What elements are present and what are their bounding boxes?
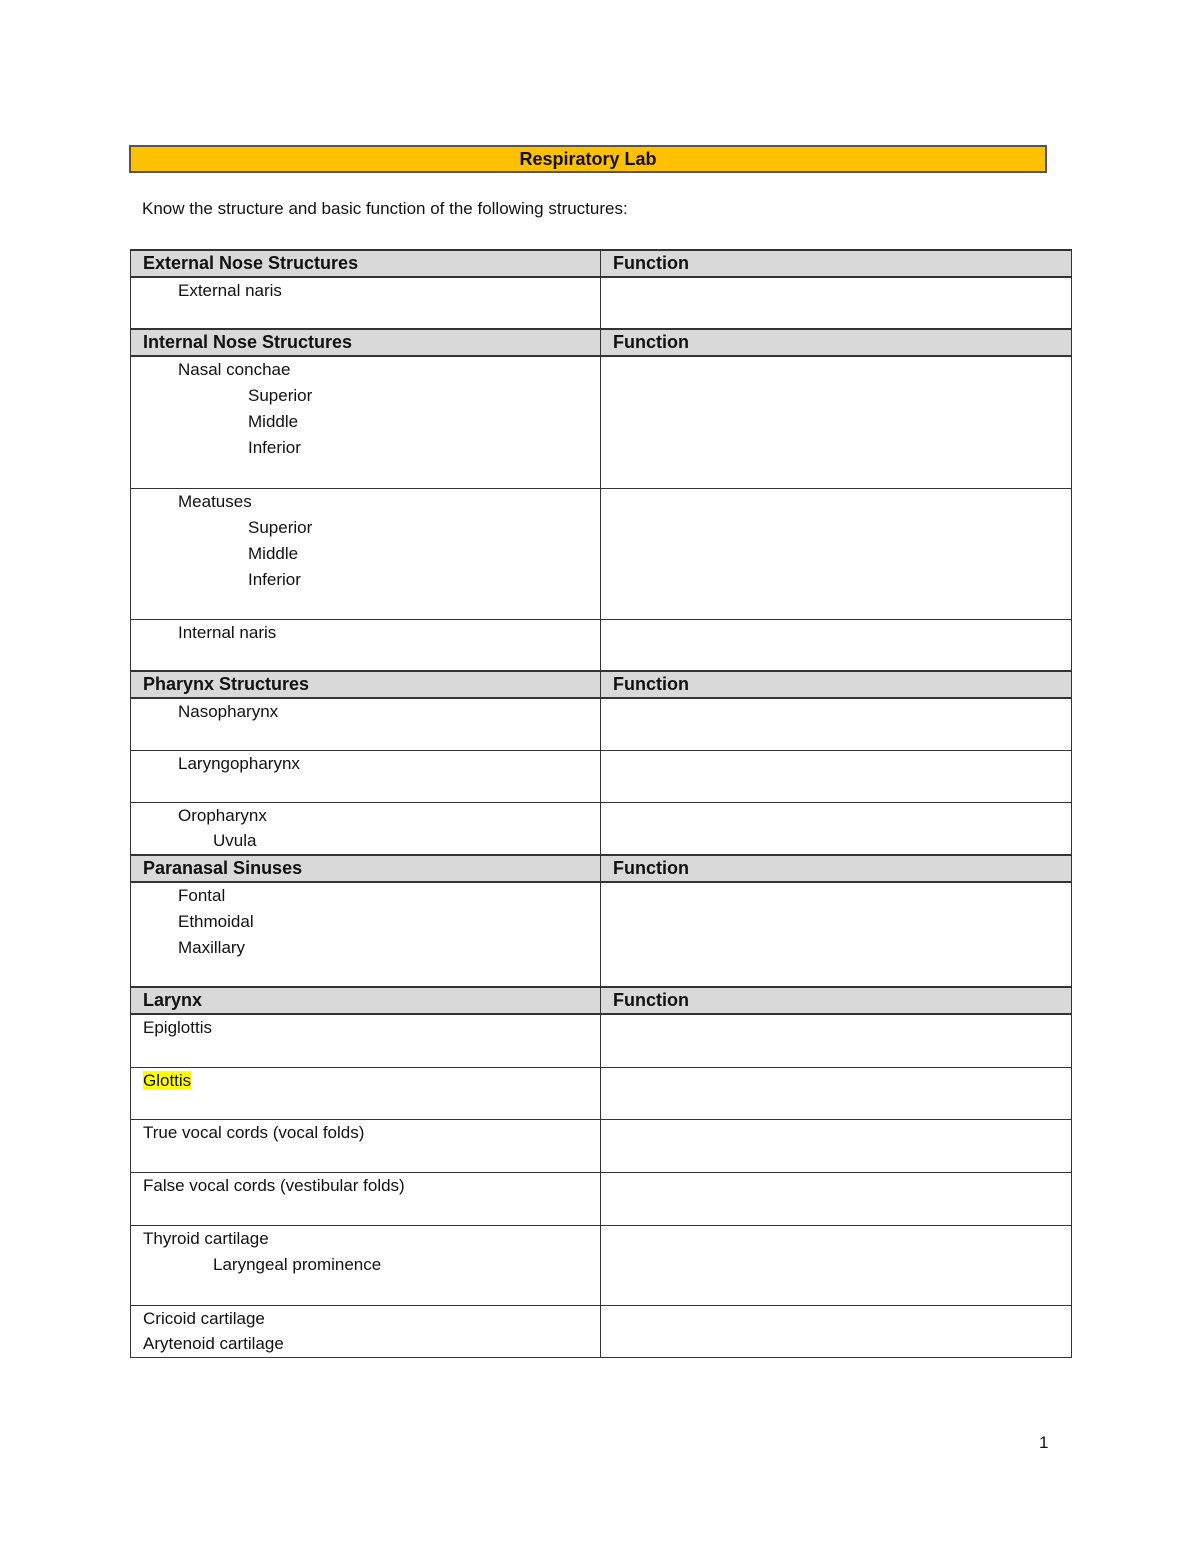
function-cell[interactable] <box>601 356 1072 488</box>
table-row <box>131 1014 1072 1067</box>
table-row <box>131 802 1072 855</box>
function-cell[interactable] <box>601 802 1072 855</box>
table-row <box>131 698 1072 750</box>
table-row <box>131 277 1072 329</box>
structure-label: True vocal cords (vocal folds) <box>143 1122 365 1142</box>
structure-label: Arytenoid cartilage <box>143 1333 284 1353</box>
structure-label: External naris <box>178 281 282 300</box>
structure-label: Meatuses <box>178 491 252 511</box>
section-header-pharynx <box>131 671 1072 698</box>
function-cell[interactable] <box>601 698 1072 750</box>
function-cell[interactable] <box>601 277 1072 329</box>
page-title: Respiratory Lab <box>129 145 1047 173</box>
highlighted-structure-label: Glottis <box>143 1070 192 1090</box>
structure-label: Internal naris <box>178 622 277 642</box>
intro-text: Know the structure and basic function of the following structures: <box>142 199 628 218</box>
function-cell[interactable] <box>601 750 1072 802</box>
structure-label: Cricoid cartilage <box>143 1308 265 1328</box>
table-row <box>131 750 1072 802</box>
structure-label: Laryngopharynx <box>178 753 300 773</box>
table-row <box>131 1119 1072 1172</box>
function-cell[interactable] <box>601 882 1072 987</box>
structure-sublabel: Superior <box>248 386 313 405</box>
function-cell[interactable] <box>601 1305 1072 1357</box>
function-header: Function <box>601 987 1072 1014</box>
structure-sublabel: Laryngeal prominence <box>213 1254 382 1274</box>
function-cell[interactable] <box>601 619 1072 671</box>
function-cell[interactable] <box>601 1172 1072 1225</box>
structure-label: Nasal conchae <box>178 360 291 379</box>
table-row <box>131 619 1072 671</box>
section-title: Internal Nose Structures <box>131 329 601 356</box>
function-header: Function <box>601 671 1072 698</box>
structure-sublabel: Superior <box>248 517 313 537</box>
structure-sublabel: Middle <box>248 412 299 431</box>
structure-label: False vocal cords (vestibular folds) <box>143 1175 405 1195</box>
structure-label: Fontal <box>178 886 226 905</box>
section-title: Pharynx Structures <box>131 671 601 698</box>
structure-label: Epiglottis <box>143 1018 212 1037</box>
structure-label: Maxillary <box>178 938 246 957</box>
table-row <box>131 488 1072 619</box>
table-row <box>131 1067 1072 1119</box>
section-title: Larynx <box>131 987 601 1014</box>
structure-label: Ethmoidal <box>178 912 254 931</box>
structure-label: Thyroid cartilage <box>143 1228 269 1248</box>
section-header-larynx <box>131 987 1072 1014</box>
structure-sublabel: Inferior <box>248 569 301 589</box>
table-row <box>131 1305 1072 1357</box>
table-row <box>131 1172 1072 1225</box>
function-cell[interactable] <box>601 1225 1072 1305</box>
function-header: Function <box>601 329 1072 356</box>
section-header-paranasal <box>131 855 1072 882</box>
structure-label: Nasopharynx <box>178 702 279 721</box>
structures-table <box>130 249 1072 1358</box>
table-row <box>131 882 1072 987</box>
function-header: Function <box>601 250 1072 277</box>
function-cell[interactable] <box>601 1119 1072 1172</box>
function-cell[interactable] <box>601 1067 1072 1119</box>
page-number: 1 <box>1039 1433 1049 1452</box>
section-header-external-nose <box>131 250 1072 277</box>
function-cell[interactable] <box>601 488 1072 619</box>
table-row <box>131 356 1072 488</box>
function-cell[interactable] <box>601 1014 1072 1067</box>
structure-label: Oropharynx <box>178 805 267 825</box>
section-title: Paranasal Sinuses <box>131 855 601 882</box>
table-row <box>131 1225 1072 1305</box>
section-header-internal-nose <box>131 329 1072 356</box>
structure-sublabel: Middle <box>248 543 299 563</box>
structure-sublabel: Inferior <box>248 438 301 457</box>
section-title: External Nose Structures <box>131 250 601 277</box>
structure-sublabel: Uvula <box>213 830 257 850</box>
function-header: Function <box>601 855 1072 882</box>
